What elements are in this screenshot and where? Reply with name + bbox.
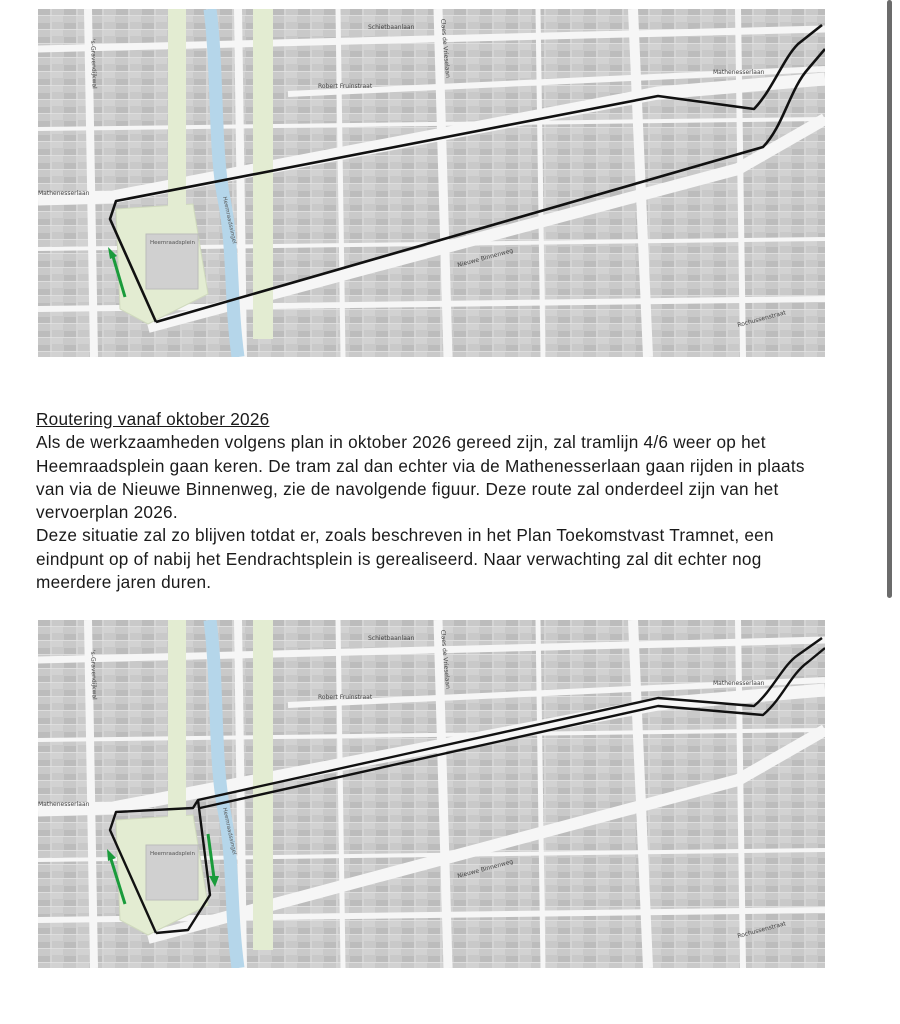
park-strip-left [168,9,186,209]
label-canal: Heemraadssingel [221,196,237,245]
label-street-mathenesser-right: Mathenesserlaan [713,680,765,687]
label-canal: Heemraadssingel [221,807,237,856]
label-street-vertical: Claes de Vrieselaan [439,18,452,79]
label-street-mathenesser: Mathenesserlaan [38,190,90,197]
label-street-robert: Robert Fruinstraat [318,83,373,90]
label-street-bottom-right: Rochussenstraat [736,309,787,329]
label-street-bottom: Nieuwe Binnenweg [456,858,515,880]
label-street-top: Schietbaanlaan [368,24,415,31]
current-route-map-svg [38,9,825,357]
label-square: Heemraadsplein [150,851,196,857]
label-square: Heemraadsplein [150,240,196,246]
current-route-map [38,9,825,357]
future-route-map-svg [38,620,825,968]
label-street-bottom: Nieuwe Binnenweg [456,247,515,269]
label-street-vertical-left: 's-Gravendijkwal [89,38,98,89]
future-route-map [38,620,825,968]
label-street-vertical-left: 's-Gravendijkwal [89,649,98,700]
label-street-top: Schietbaanlaan [368,635,415,642]
section-heading: Routering vanaf oktober 2026 [36,409,270,429]
label-street-robert: Robert Fruinstraat [318,694,373,701]
paragraph-duration: Deze situatie zal zo blijven totdat er, zoals beschreven in het Plan Toekomstvast Tramnet, een eindpunt op of nabij het Eendrachtsplein is gerealiseerd. Naar verwachting zal dit echter nog meerdere jaren duren. [36,525,774,593]
park-strip-left [168,620,186,820]
vertical-scrollbar[interactable] [887,0,892,598]
paragraph-route: Als de werkzaamheden volgens plan in oktober 2026 gereed zijn, zal tramlijn 4/6 weer op het Heemraadsplein gaan keren. De tram zal dan echter via de Mathenesserlaan gaan rijden in plaats van via de Nieuwe Binnenweg, zie de navolgende figuur. Deze route zal onderdeel zijn van het vervoerplan 2026. [36,432,805,523]
label-street-mathenesser: Mathenesserlaan [38,801,90,808]
routing-description [36,408,836,594]
label-street-vertical: Claes de Vrieselaan [439,629,452,690]
label-street-mathenesser-right: Mathenesserlaan [713,69,765,76]
label-street-bottom-right: Rochussenstraat [736,920,787,940]
